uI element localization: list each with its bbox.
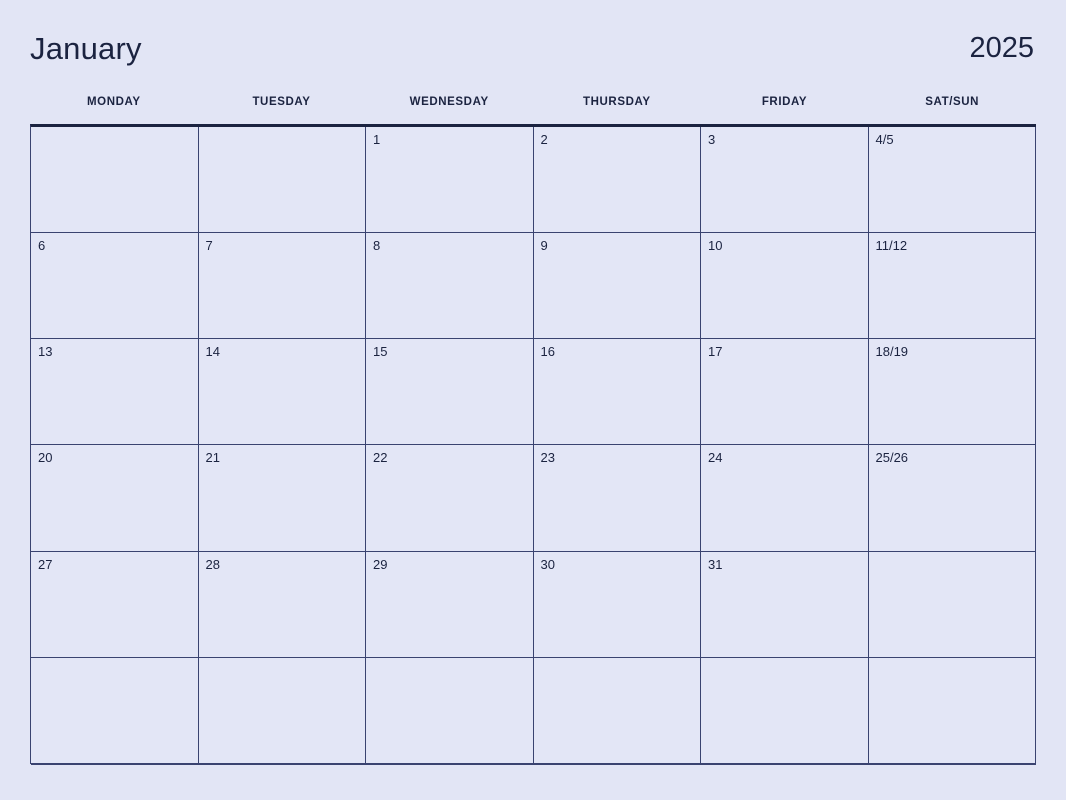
day-cell[interactable] bbox=[701, 127, 869, 233]
day-number: 20 bbox=[38, 450, 53, 466]
month-title: January bbox=[30, 30, 142, 66]
day-cell[interactable] bbox=[199, 127, 367, 233]
day-cell[interactable] bbox=[31, 339, 199, 445]
day-number: 27 bbox=[38, 556, 53, 572]
day-cell[interactable] bbox=[869, 233, 1037, 339]
day-cell[interactable] bbox=[701, 552, 869, 658]
day-cell[interactable] bbox=[869, 658, 1037, 764]
day-number: 29 bbox=[373, 556, 388, 572]
day-cell[interactable] bbox=[534, 127, 702, 233]
day-number: 11/12 bbox=[875, 238, 908, 254]
day-cell[interactable] bbox=[869, 552, 1037, 658]
day-cell[interactable] bbox=[534, 339, 702, 445]
weekday-wednesday: WEDNESDAY bbox=[409, 96, 489, 108]
day-number: 1 bbox=[373, 132, 381, 147]
year-title: 2025 bbox=[969, 31, 1034, 64]
day-cell[interactable] bbox=[199, 233, 367, 339]
day-number: 16 bbox=[540, 344, 555, 360]
day-number: 25/26 bbox=[875, 450, 909, 466]
day-cell[interactable] bbox=[366, 233, 534, 339]
day-number: 6 bbox=[38, 238, 46, 254]
weekday-header-row bbox=[30, 97, 1036, 119]
day-cell[interactable] bbox=[199, 339, 367, 445]
weekday-satsun: SAT/SUN bbox=[925, 96, 980, 108]
day-cell[interactable] bbox=[701, 658, 869, 764]
day-cell[interactable] bbox=[701, 445, 869, 551]
day-number: 7 bbox=[205, 238, 213, 254]
day-number: 2 bbox=[540, 132, 548, 147]
day-cell[interactable] bbox=[366, 658, 534, 764]
weekday-monday: MONDAY bbox=[87, 96, 141, 108]
day-number: 15 bbox=[373, 344, 388, 360]
day-cell[interactable] bbox=[869, 339, 1037, 445]
day-cell[interactable] bbox=[366, 127, 534, 233]
day-cell[interactable] bbox=[366, 552, 534, 658]
day-number: 24 bbox=[708, 450, 723, 466]
day-number: 9 bbox=[540, 238, 548, 254]
day-number: 28 bbox=[205, 556, 220, 572]
day-cell[interactable] bbox=[534, 445, 702, 551]
day-cell[interactable] bbox=[534, 552, 702, 658]
calendar-header bbox=[30, 22, 1036, 74]
day-cell[interactable] bbox=[869, 445, 1037, 551]
day-number: 10 bbox=[708, 238, 723, 254]
day-number: 23 bbox=[540, 450, 555, 466]
day-cell[interactable] bbox=[199, 552, 367, 658]
day-cell[interactable] bbox=[701, 339, 869, 445]
day-number: 8 bbox=[373, 238, 381, 254]
day-number: 18/19 bbox=[875, 344, 909, 360]
day-cell[interactable] bbox=[199, 445, 367, 551]
weekday-thursday: THURSDAY bbox=[583, 96, 651, 108]
day-number: 13 bbox=[38, 344, 53, 360]
calendar-grid bbox=[30, 124, 1036, 764]
day-cell[interactable] bbox=[534, 658, 702, 764]
day-cell[interactable] bbox=[31, 233, 199, 339]
weekday-friday: FRIDAY bbox=[761, 96, 808, 108]
day-number: 22 bbox=[373, 450, 388, 466]
day-cell[interactable] bbox=[366, 339, 534, 445]
day-cell[interactable] bbox=[31, 552, 199, 658]
day-number: 31 bbox=[708, 556, 723, 572]
day-number: 14 bbox=[205, 344, 220, 360]
day-cell[interactable] bbox=[199, 658, 367, 764]
day-number: 30 bbox=[540, 556, 555, 572]
day-cell[interactable] bbox=[366, 445, 534, 551]
weekday-tuesday: TUESDAY bbox=[252, 96, 311, 108]
day-cell[interactable] bbox=[869, 127, 1037, 233]
day-cell[interactable] bbox=[701, 233, 869, 339]
day-cell[interactable] bbox=[31, 445, 199, 551]
day-number: 17 bbox=[708, 344, 723, 360]
day-number: 4/5 bbox=[875, 132, 894, 147]
day-cell[interactable] bbox=[31, 658, 199, 764]
day-cell[interactable] bbox=[31, 127, 199, 233]
day-number: 3 bbox=[708, 132, 716, 147]
day-cell[interactable] bbox=[534, 233, 702, 339]
day-number: 21 bbox=[205, 450, 220, 466]
